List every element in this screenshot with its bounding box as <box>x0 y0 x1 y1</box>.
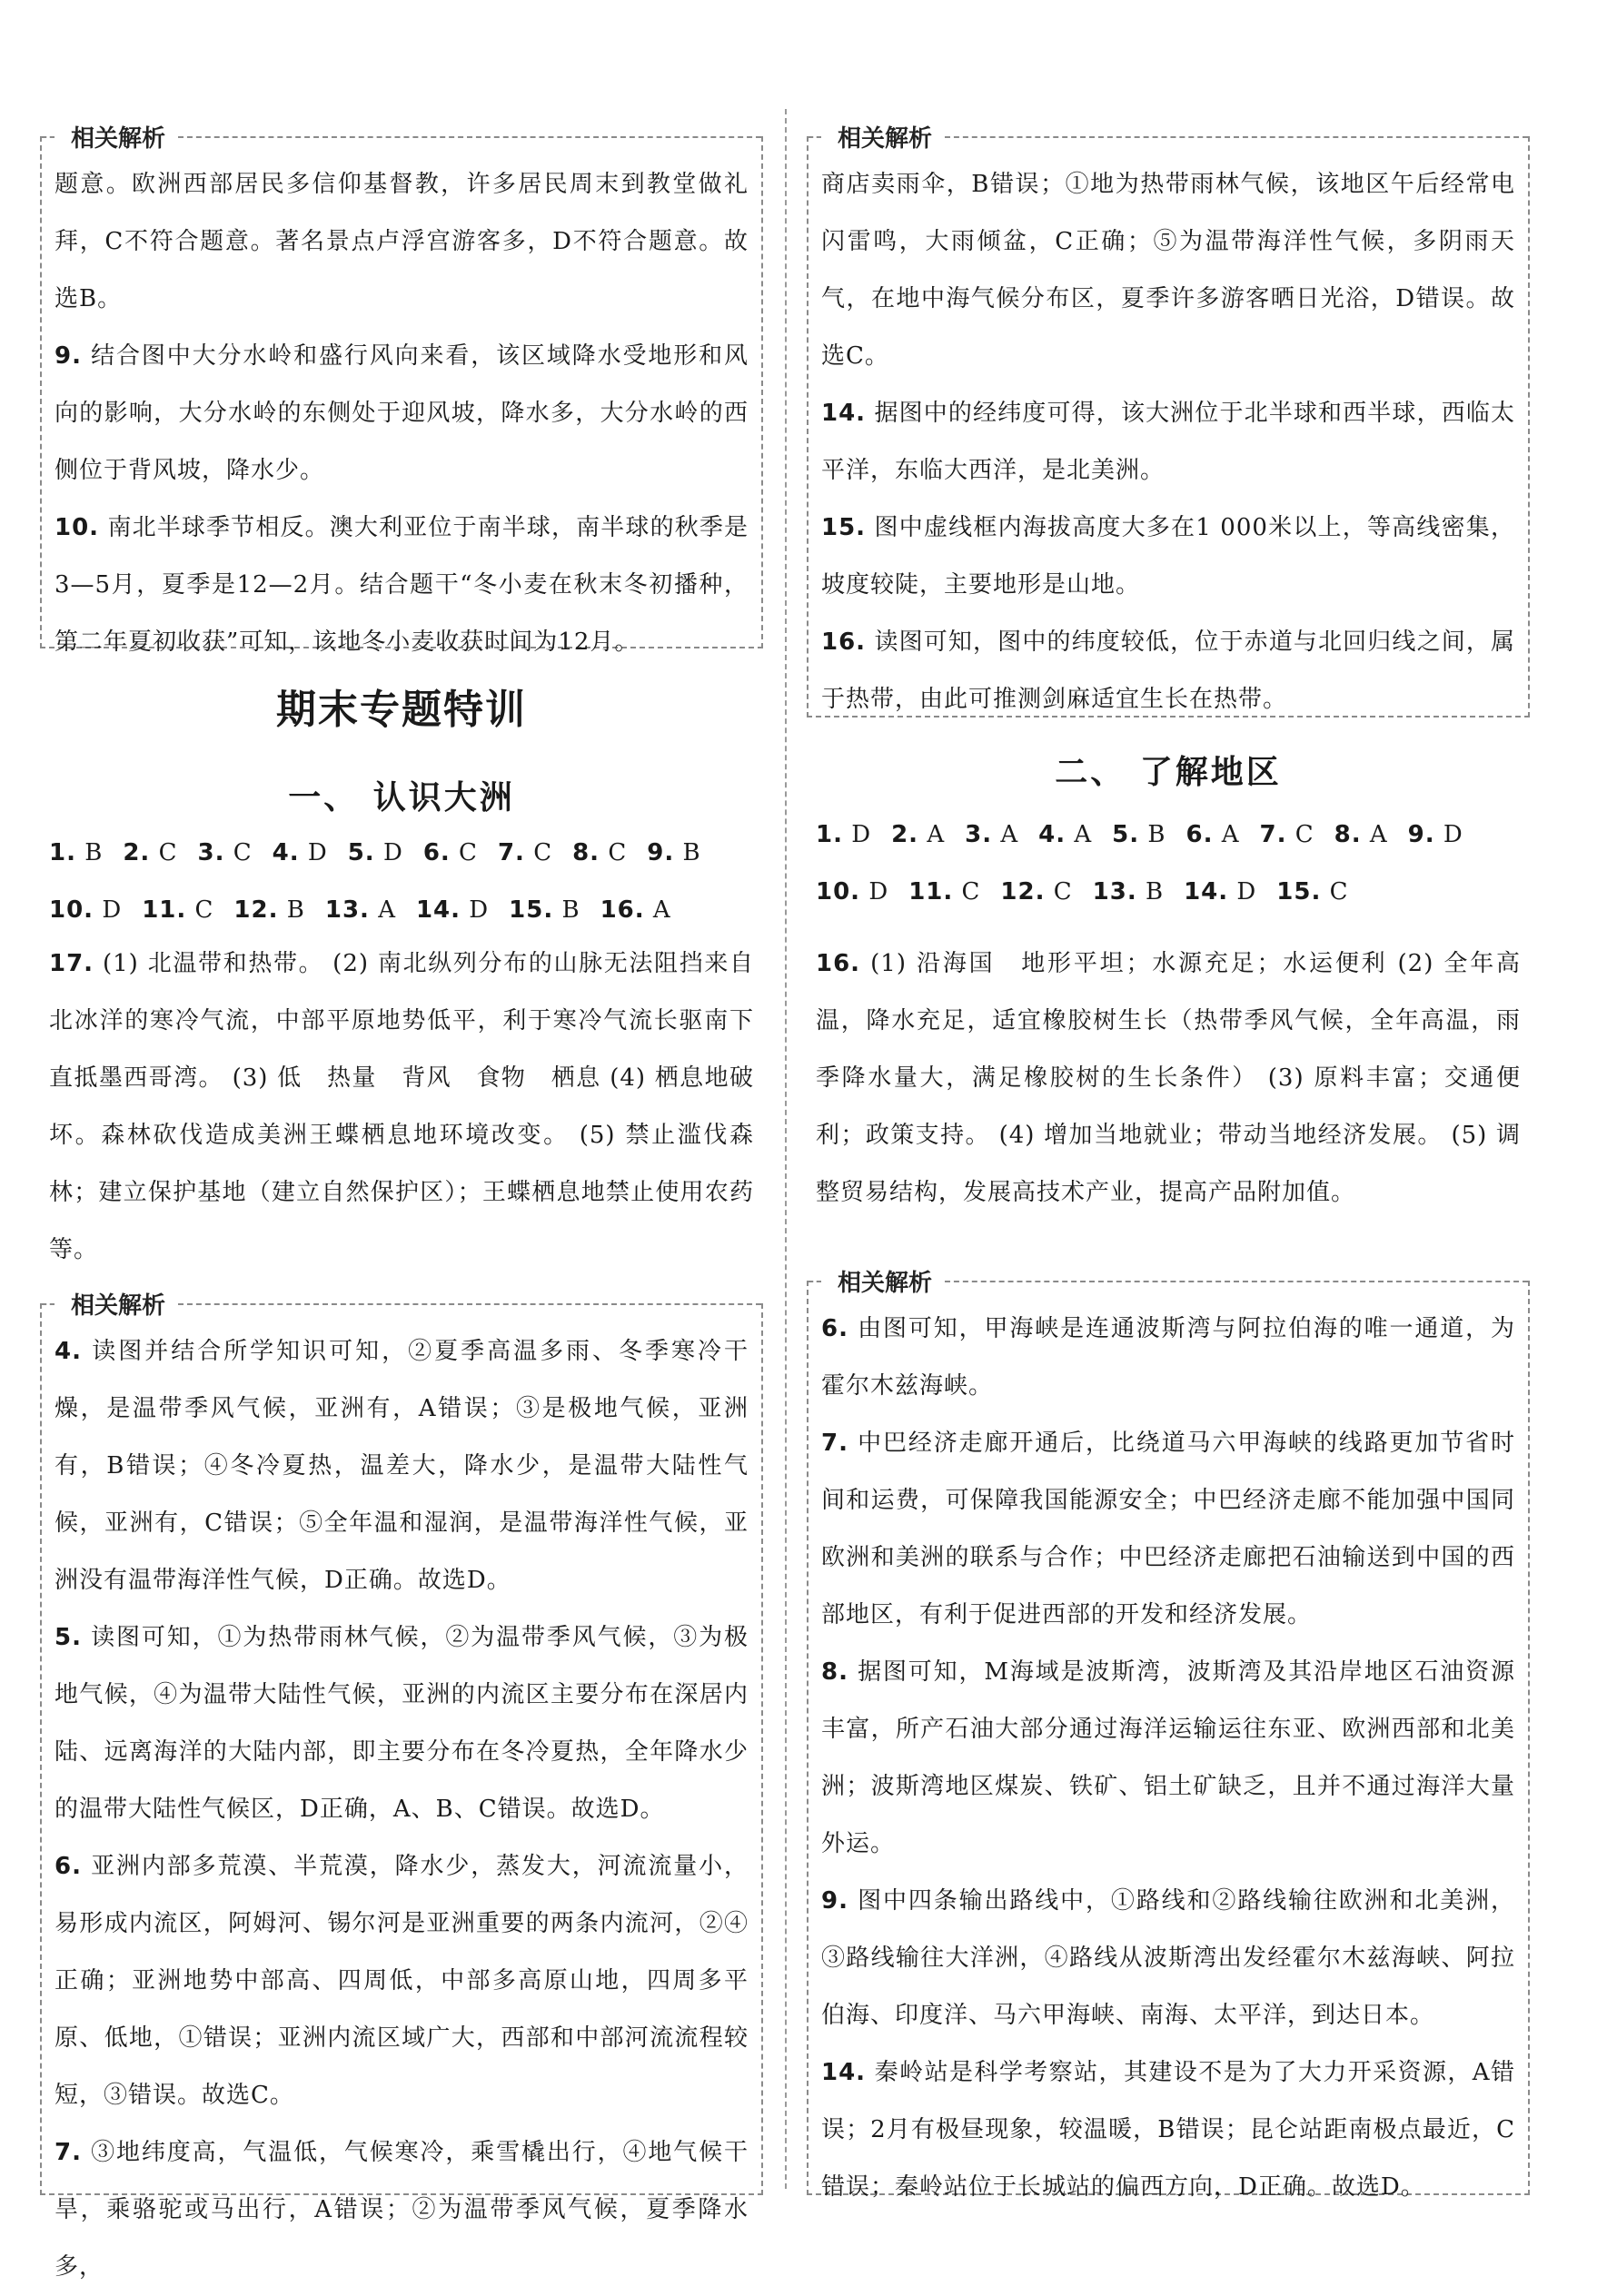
question-16 <box>807 935 1530 1222</box>
answer-number: 2. <box>891 821 919 848</box>
answer-item <box>1112 821 1166 848</box>
analysis-text: 读图可知，①为热带雨林气候，②为温带季风气候，③为极地气候，④为温带大陆性气候，亚洲的内流区主要分布在深居内陆、远离海洋的大陆内部，即主要分布在冬冷夏热，全年降水少的温带大陆性气候区，D正确，A、B、C错误。故选D。 <box>55 1624 749 1823</box>
answer-number: 10. <box>49 896 94 924</box>
answer-choice: D <box>469 896 490 924</box>
analysis-text: 结合图中大分水岭和盛行风向来看，该区域降水受地形和风向的影响，大分水岭的东侧处于迎风坡，降水多，大分水岭的西侧位于背风坡，降水少。 <box>55 342 749 484</box>
answer-choice: C <box>194 896 214 924</box>
answer-choice: D <box>382 839 403 866</box>
answer-item <box>1038 821 1092 848</box>
answer-item <box>572 839 627 866</box>
analysis-text: 题意。欧洲西部居民多信仰基督教，许多居民周末到教堂做礼拜，C不符合题意。著名景点卢浮宫游客多，D不符合题意。故选B。 <box>55 171 749 312</box>
answer-item <box>1276 878 1348 906</box>
answer-number: 15. <box>509 896 554 924</box>
answer-number: 16. <box>600 896 645 924</box>
question-17 <box>40 935 763 1279</box>
answer-choice: A <box>1000 821 1019 848</box>
answer-item <box>1000 878 1072 906</box>
question-text: (1) 沿海国 地形平坦；水源充足；水运便利 (2) 全年高温，降水充足，适宜橡胶树生长（热带季风气候，全年高温，雨季降水量大，满足橡胶树的生长条件） (3) 原料丰富；交通便利；政策支持。 (4) 增加当地就业；带动当地经济发展。 (5) 调整贸易结构，发展高技术产业，提高产品附加值。 <box>816 950 1522 1206</box>
answer-choice: B <box>682 839 701 866</box>
analysis-text: 读图并结合所学知识可知，②夏季高温多雨、冬季寒冷干燥，是温带季风气候，亚洲有，A错误；③是极地气候，亚洲有，B错误；④冬冷夏热，温差大，降水少，是温带大陆性气候，亚洲有，C错误；⑤全年温和湿润，是温带海洋性气候，亚洲没有温带海洋性气候，D正确。故选D。 <box>55 1338 749 1594</box>
question-number: 8. <box>821 1658 848 1686</box>
answer-item <box>1185 821 1239 848</box>
answer-item <box>142 896 213 924</box>
answer-number: 13. <box>324 896 370 924</box>
question-number: 14. <box>821 2059 867 2086</box>
answer-key-1 <box>40 825 763 939</box>
question-number: 17. <box>49 950 94 977</box>
analysis-paragraph <box>821 156 1515 385</box>
answer-choice: D <box>851 821 872 848</box>
main-title: 期末专题特训 <box>276 687 527 733</box>
answer-item <box>416 896 489 924</box>
answer-number: 8. <box>572 839 600 866</box>
answer-choice: B <box>84 839 104 866</box>
analysis-paragraph <box>821 385 1515 500</box>
answer-number: 6. <box>422 839 451 866</box>
answer-item <box>273 839 328 866</box>
analysis-paragraph <box>55 328 749 500</box>
answer-item <box>423 839 478 866</box>
answer-choice: C <box>158 839 178 866</box>
answer-number: 6. <box>1185 821 1214 848</box>
answer-choice: C <box>1295 821 1314 848</box>
analysis-paragraph <box>55 156 749 328</box>
question-number: 7. <box>821 1430 848 1457</box>
answer-choice: C <box>608 839 628 866</box>
answer-choice: C <box>233 839 253 866</box>
question-number: 16. <box>821 628 867 656</box>
answer-key-2 <box>807 807 1530 921</box>
paragraphs <box>55 156 749 671</box>
analysis-box-left-2 <box>40 1292 763 2281</box>
answer-row <box>49 825 754 882</box>
question-number: 10. <box>55 514 100 541</box>
analysis-text: 中巴经济走廊开通后，比绕道马六甲海峡的线路更加节省时间和运费，可保障我国能源安全；中巴经济走廊不能加强中国同欧洲和美洲的联系与合作；中巴经济走廊把石油输送到中国的西部地区，有利于促进西部的开发和经济发展。 <box>821 1430 1515 1628</box>
answer-choice: A <box>927 821 946 848</box>
answer-item <box>1408 821 1463 848</box>
answer-number: 3. <box>197 839 225 866</box>
answer-choice: C <box>1053 878 1073 906</box>
answer-number: 12. <box>233 896 279 924</box>
answer-item <box>891 821 945 848</box>
question-number: 7. <box>55 2139 82 2166</box>
paragraphs <box>821 156 1515 728</box>
answer-number: 4. <box>1038 821 1066 848</box>
answer-choice: B <box>561 896 580 924</box>
question-number: 5. <box>55 1624 82 1651</box>
answer-choice: A <box>1074 821 1093 848</box>
answer-item <box>965 821 1018 848</box>
answer-item <box>1334 821 1388 848</box>
analysis-text: 由图可知，甲海峡是连通波斯湾与阿拉伯海的唯一通道，为霍尔木兹海峡。 <box>821 1315 1515 1400</box>
analysis-text: 图中四条输出路线中，①路线和②路线输往欧洲和北美洲，③路线输往大洋洲，④路线从波斯湾出发经霍尔木兹海峡、阿拉伯海、印度洋、马六甲海峡、南海、太平洋，到达日本。 <box>821 1887 1515 2029</box>
analysis-text: 商店卖雨伞，B错误；①地为热带雨林气候，该地区午后经常电闪雷鸣，大雨倾盆，C正确；⑤为温带海洋性气候，多阴雨天气，在地中海气候分布区，夏季许多游客晒日光浴，D错误。故选C。 <box>821 171 1515 370</box>
answer-number: 15. <box>1276 878 1322 906</box>
analysis-text: 秦岭站是科学考察站，其建设不是为了大力开采资源，A错误；2月有极昼现象，较温暖，B错误；昆仑站距南极点最近，C错误；秦岭站位于长城站的偏西方向，D正确。故选D。 <box>821 2059 1515 2201</box>
analysis-paragraph <box>821 1644 1515 1873</box>
answer-item <box>197 839 252 866</box>
answer-choice: D <box>1236 878 1257 906</box>
question-number: 14. <box>821 400 867 427</box>
answer-number: 2. <box>123 839 151 866</box>
analysis-paragraph <box>821 1873 1515 2044</box>
answer-number: 14. <box>415 896 461 924</box>
analysis-paragraph <box>55 1323 749 1609</box>
answer-choice: B <box>286 896 305 924</box>
analysis-text: 亚洲内部多荒漠、半荒漠，降水少，蒸发大，河流流量小，易形成内流区，阿姆河、锡尔河是亚洲重要的两条内流河，②④正确；亚洲地势中部高、四周低，中部多高原山地，四周多平原、低地，①错误；亚洲内流区域广大，西部和中部河流流程较短，③错误。故选C。 <box>55 1853 749 2109</box>
analysis-text: 南北半球季节相反。澳大利亚位于南半球，南半球的秋季是3—5月，夏季是12—2月。结合题干“冬小麦在秋末冬初播种，第二年夏初收获”可知，该地冬小麦收获时间为12月。 <box>55 514 749 656</box>
answer-item <box>1093 878 1164 906</box>
answer-item <box>816 821 871 848</box>
question-number: 6. <box>55 1853 82 1880</box>
answer-item <box>908 878 980 906</box>
answer-choice: D <box>102 896 123 924</box>
answer-number: 11. <box>142 896 187 924</box>
analysis-text: 据图中的经纬度可得，该大洲位于北半球和西半球，西临太平洋，东临大西洋，是北美洲。 <box>821 400 1515 484</box>
answer-item <box>123 839 177 866</box>
answer-number: 5. <box>1112 821 1140 848</box>
box-title: 相关解析 <box>64 120 173 153</box>
answer-number: 10. <box>816 878 861 906</box>
analysis-box-left-1 <box>40 125 763 656</box>
answer-item <box>600 896 671 924</box>
answer-item <box>348 839 403 866</box>
answer-row <box>49 882 754 939</box>
box-title: 相关解析 <box>830 1264 939 1298</box>
section-title-1: 一、 认识大洲 <box>288 779 515 816</box>
answer-number: 1. <box>49 839 76 866</box>
answer-number: 7. <box>1259 821 1287 848</box>
answer-item <box>233 896 304 924</box>
answer-choice: A <box>1221 821 1240 848</box>
answer-choice: C <box>1329 878 1349 906</box>
question-text: (1) 北温带和热带。 (2) 南北纵列分布的山脉无法阻挡来自北冰洋的寒冷气流，中部平原地势低平，利于寒冷气流长驱南下直抵墨西哥湾。 (3) 低 热量 背风 食物 栖息 (4) 栖息地破坏。森林砍伐造成美洲王蝶栖息地环境改变。 (5) 禁止滥伐森林；建立保护基地（建立自然保护区）；王蝶栖息地禁止使用农药等。 <box>49 950 755 1263</box>
analysis-paragraph <box>55 1609 749 1838</box>
analysis-paragraph <box>55 500 749 671</box>
answer-choice: A <box>652 896 671 924</box>
answer-number: 14. <box>1184 878 1229 906</box>
analysis-paragraph <box>821 1301 1515 1415</box>
answer-number: 3. <box>965 821 993 848</box>
analysis-box-right-2 <box>807 1270 1530 2201</box>
answer-choice: B <box>1147 821 1166 848</box>
question-number: 4. <box>55 1338 82 1365</box>
box-title: 相关解析 <box>64 1287 173 1321</box>
answer-item <box>509 896 580 924</box>
answer-item <box>49 839 103 866</box>
column-divider <box>785 109 787 2189</box>
question-number: 6. <box>821 1315 848 1342</box>
answer-choice: D <box>868 878 889 906</box>
answer-item <box>49 896 122 924</box>
analysis-paragraph <box>821 500 1515 614</box>
question-number: 15. <box>821 514 867 541</box>
analysis-text: 据图可知，M海域是波斯湾，波斯湾及其沿岸地区石油资源丰富，所产石油大部分通过海洋运输运往东亚、欧洲西部和北美洲；波斯湾地区煤炭、铁矿、铝土矿缺乏，且并不通过海洋大量外运。 <box>821 1658 1516 1857</box>
answer-choice: A <box>1369 821 1388 848</box>
answer-item <box>325 896 396 924</box>
answer-row <box>816 864 1521 921</box>
question-number: 16. <box>816 950 861 977</box>
paragraphs <box>821 1301 1515 2216</box>
question-number: 9. <box>55 342 82 370</box>
analysis-text: 读图可知，图中的纬度较低，位于赤道与北回归线之间，属于热带，由此可推测剑麻适宜生长在热带。 <box>821 628 1515 713</box>
analysis-paragraph <box>821 614 1515 728</box>
answer-choice: C <box>533 839 553 866</box>
analysis-paragraph <box>821 2044 1515 2216</box>
answer-number: 12. <box>1000 878 1046 906</box>
answer-number: 5. <box>347 839 375 866</box>
question-number: 9. <box>821 1887 848 1915</box>
answer-item <box>647 839 700 866</box>
answer-number: 4. <box>272 839 300 866</box>
answer-item <box>1260 821 1314 848</box>
answer-item <box>816 878 888 906</box>
answer-number: 9. <box>1407 821 1435 848</box>
answer-number: 7. <box>497 839 525 866</box>
analysis-box-right-1 <box>807 125 1530 718</box>
box-title: 相关解析 <box>830 120 939 153</box>
answer-row <box>816 807 1521 864</box>
answer-choice: D <box>307 839 328 866</box>
answer-number: 11. <box>908 878 954 906</box>
analysis-text: 图中虚线框内海拔高度大多在1 000米以上，等高线密集，坡度较陡，主要地形是山地。 <box>821 514 1516 599</box>
answer-number: 8. <box>1334 821 1362 848</box>
answer-item <box>498 839 552 866</box>
answer-choice: A <box>378 896 396 924</box>
answer-number: 1. <box>816 821 843 848</box>
answer-number: 9. <box>647 839 675 866</box>
analysis-text: ③地纬度高，气温低，气候寒冷，乘雪橇出行，④地气候干旱，乘骆驼或马出行，A错误；②为温带季风气候，夏季降水多， <box>55 2139 749 2281</box>
paragraphs <box>55 1323 749 2296</box>
answer-choice: C <box>961 878 981 906</box>
answer-number: 13. <box>1092 878 1137 906</box>
analysis-paragraph <box>821 1415 1515 1644</box>
answer-item <box>1184 878 1256 906</box>
answer-choice: D <box>1443 821 1463 848</box>
analysis-paragraph <box>55 2124 749 2296</box>
analysis-paragraph <box>55 1838 749 2124</box>
answer-choice: C <box>459 839 478 866</box>
section-title-2: 二、 了解地区 <box>1055 754 1282 791</box>
answer-choice: B <box>1145 878 1165 906</box>
